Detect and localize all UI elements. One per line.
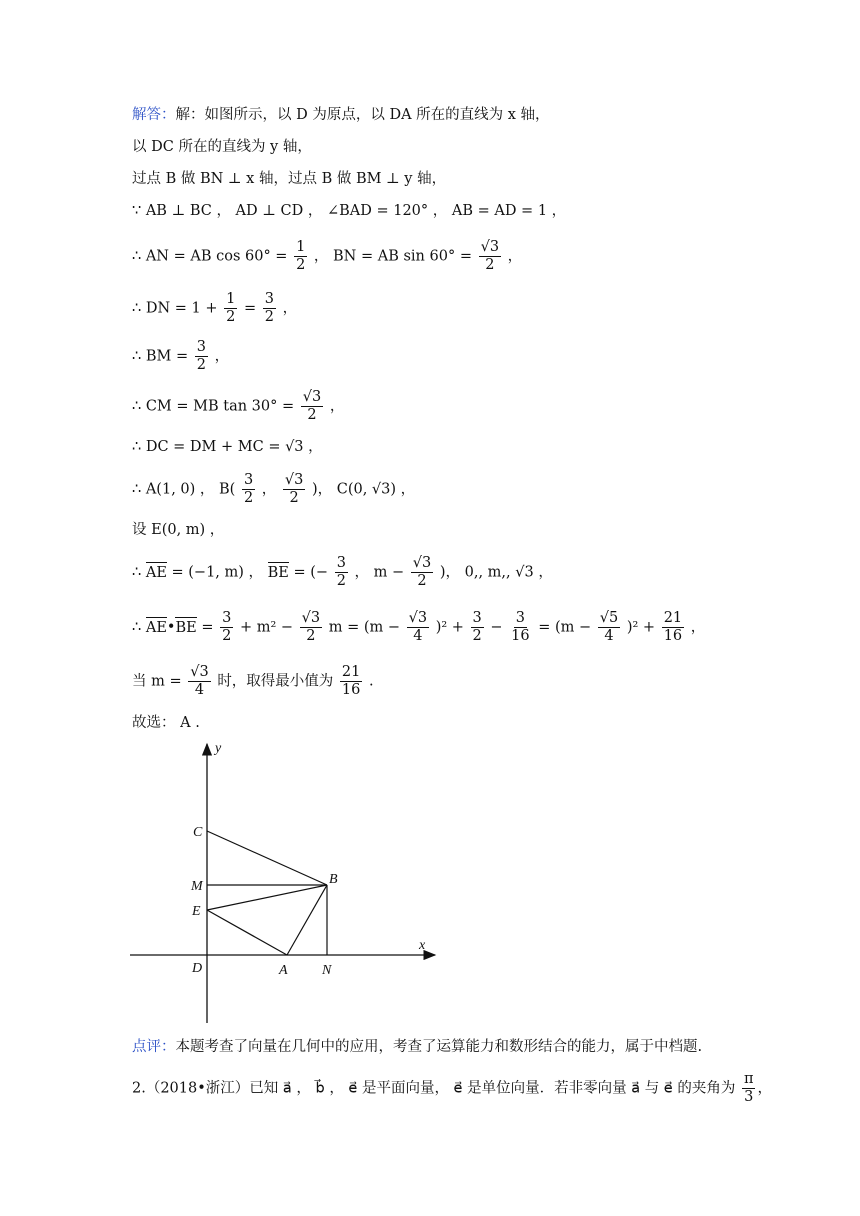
label-x: x xyxy=(419,938,426,953)
fraction: $\frac{3}{2}$ xyxy=(243,472,254,506)
fraction: $\frac{3}{2}$ xyxy=(196,339,206,373)
vector-be: BE xyxy=(267,564,289,581)
fraction: $\frac{3}{16}$ xyxy=(511,610,530,644)
vector-ae: AE xyxy=(145,564,167,581)
label-m: M xyxy=(191,879,203,894)
solution-line-11: 设 E(0, m) ， xyxy=(132,522,225,538)
label-b: B xyxy=(329,872,338,887)
solution-line-6: ∴ DN = 1 + $\frac{1}{2}$ = $\frac{3}{2}$ ， xyxy=(132,291,298,325)
comment-line xyxy=(132,1037,702,1057)
solution-line-9: ∴ DC = DM + MC = √3 ， xyxy=(132,439,323,455)
problem-2-line: 2.（2018•浙江）已知 a⃗ ， b⃗ ， e⃗ 是平面向量， e⃗ 是单位向量．若非零向量 a⃗ 与 e⃗ 的夹角为 $\frac{\pi}{3}$ ， xyxy=(132,1071,772,1105)
segment-ea xyxy=(207,910,287,955)
segment-ab xyxy=(287,885,327,955)
solution-label: 解答： xyxy=(132,107,176,123)
fraction: $\frac{√5}{4}$ xyxy=(599,610,619,644)
fraction: $\frac{√3}{2}$ xyxy=(301,610,321,644)
solution-line-4: ∵ AB ⊥ BC ， AD ⊥ CD ， ∠BAD = 120° ， AB = AD = 1 ， xyxy=(132,203,567,219)
solution-line-5: ∴ AN = AB cos 60° = $\frac{1}{2}$ ， BN = AB sin 60° = $\frac{√3}{2}$ ， xyxy=(132,239,523,273)
solution-line-14: 当 m = $\frac{√3}{4}$ 时，取得最小值为 $\frac{21}{16}$ . xyxy=(132,664,374,698)
solution-line-10: ∴ A(1, 0) ， B( $\frac{3}{2}$ ， $\frac{√3}{2}$ )， C(0, √3) ， xyxy=(132,472,416,506)
label-e: E xyxy=(192,904,201,919)
label-c: C xyxy=(193,825,203,840)
fraction: $\frac{3}{2}$ xyxy=(264,291,274,325)
segment-eb xyxy=(207,885,327,910)
fraction: $\frac{√3}{2}$ xyxy=(412,555,432,589)
solution-line-13: ∴ AE•BE = $\frac{3}{2}$ + m² − $\frac{√3}{2}$ m = (m − $\frac{√3}{4}$ )² + $\frac{3}{2}$ − $\frac{3}{16}$ = (m − $\frac{√5}{4}$ )² + $\frac{21}{16}$ ， xyxy=(132,610,706,644)
comment-label: 点评： xyxy=(132,1039,176,1055)
segment-cb xyxy=(207,831,327,885)
fraction: $\frac{1}{2}$ xyxy=(296,239,306,273)
fraction: $\frac{√3}{2}$ xyxy=(284,472,304,506)
eq-an: ∴ AN = AB cos 60° = xyxy=(132,248,288,265)
solution-line-2: 以 DC 所在的直线为 y 轴， xyxy=(132,139,312,155)
fraction: $\frac{√3}{2}$ xyxy=(302,389,322,423)
solution-text-1: 解：如图所示，以 D 为原点，以 DA 所在的直线为 x 轴， xyxy=(175,107,550,123)
fraction: $\frac{√3}{4}$ xyxy=(408,610,428,644)
fraction: $\frac{21}{16}$ xyxy=(663,610,683,644)
solution-line-12: ∴ AE = (−1, m) ， BE = (− $\frac{3}{2}$ ， m − $\frac{√3}{2}$ )， 0,, m,, √3 ， xyxy=(132,555,553,589)
fraction: $\frac{3}{2}$ xyxy=(222,610,232,644)
solution-line-1 xyxy=(132,105,550,125)
label-d: D xyxy=(192,961,203,976)
solution-line-15: 故选： A . xyxy=(132,715,200,731)
solution-line-7: ∴ BM = $\frac{3}{2}$ ， xyxy=(132,339,230,373)
fraction: $\frac{21}{16}$ xyxy=(341,664,361,698)
fraction: $\frac{\pi}{3}$ xyxy=(743,1071,754,1105)
vector-be: BE xyxy=(175,619,197,636)
eq-bn: ， BN = AB sin 60° = xyxy=(313,248,472,265)
fraction: $\frac{√3}{4}$ xyxy=(190,664,209,698)
label-a: A xyxy=(279,963,288,978)
solution-line-3: 过点 B 做 BN ⊥ x 轴，过点 B 做 BM ⊥ y 轴， xyxy=(132,171,447,187)
solution-line-8: ∴ CM = MB tan 30° = $\frac{√3}{2}$ ， xyxy=(132,389,345,423)
problem-2-text: 2.（2018•浙江）已知 a⃗ ， b⃗ ， e⃗ 是平面向量， e⃗ 是单位向量．若非零向量 a⃗ 与 e⃗ 的夹角为 xyxy=(132,1080,736,1097)
fraction: $\frac{3}{2}$ xyxy=(336,555,346,589)
fraction: $\frac{√3}{2}$ xyxy=(480,239,500,273)
fraction: $\frac{3}{2}$ xyxy=(472,610,482,644)
label-y: y xyxy=(215,741,222,756)
geometry-figure xyxy=(125,738,445,1028)
vector-ae: AE xyxy=(145,619,167,636)
label-n: N xyxy=(322,963,332,978)
comment-text: 本题考查了向量在几何中的应用，考查了运算能力和数形结合的能力，属于中档题. xyxy=(175,1039,703,1055)
fraction: $\frac{1}{2}$ xyxy=(226,291,236,325)
